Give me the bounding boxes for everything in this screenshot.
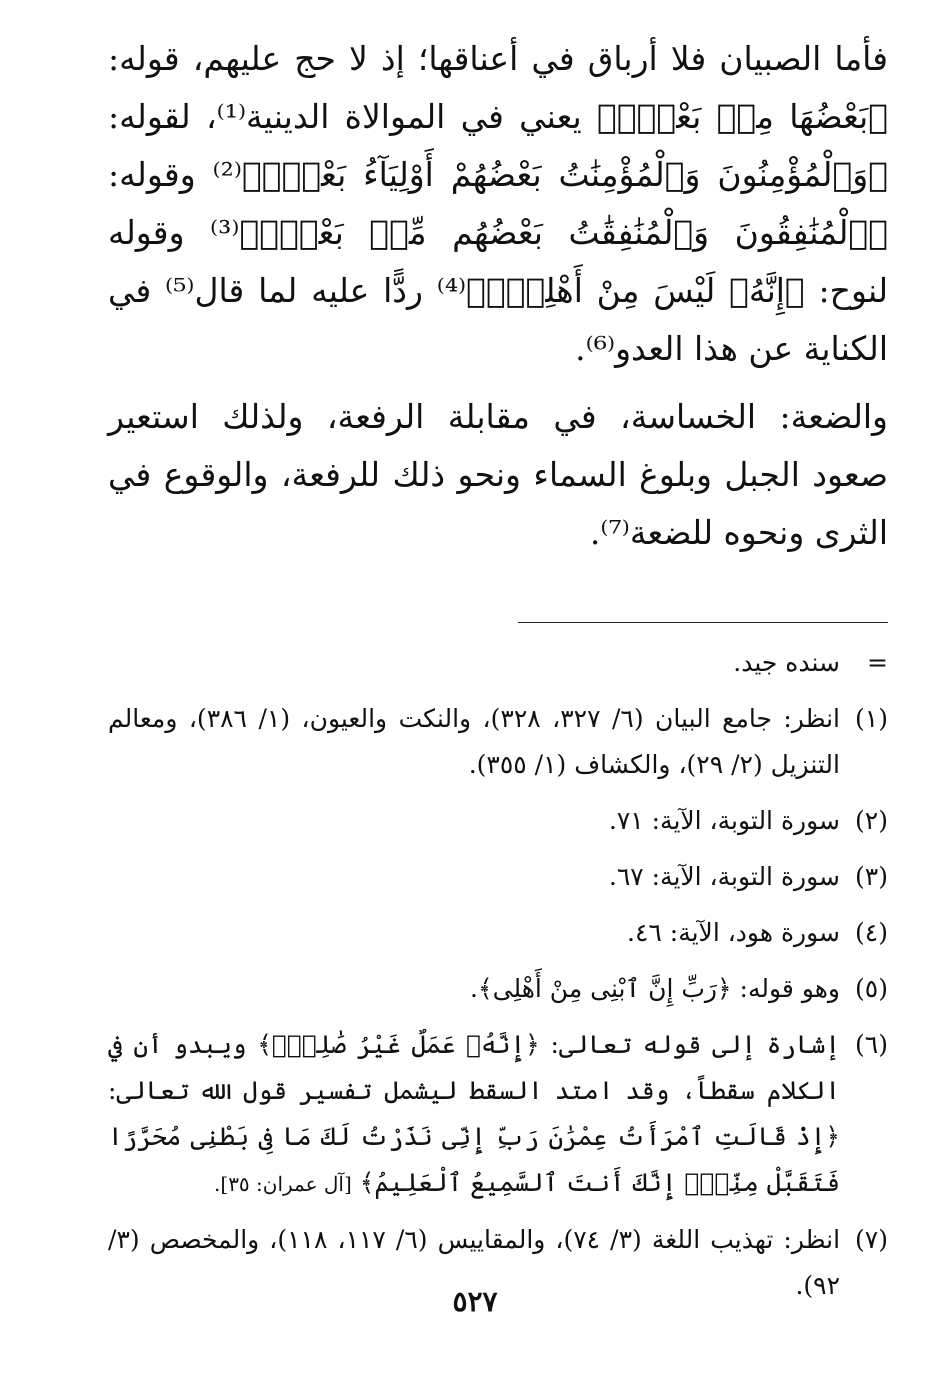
footnote-text: سورة التوبة، الآية: ٦٧. [608, 862, 840, 891]
footnote [108, 854, 888, 900]
footnote-number: (١) [855, 704, 888, 733]
footnote-number: (٦) [855, 1030, 888, 1059]
footnote-continuation [108, 640, 888, 686]
footnote-number: (٢) [855, 806, 888, 835]
footnote-text: سورة التوبة، الآية: ٧١. [608, 806, 840, 835]
footnotes [108, 640, 888, 1319]
quran-reference: [آل عمران: ٣٥]. [214, 1172, 352, 1196]
footnote [108, 798, 888, 844]
footnote-text: وهو قوله: ﴿رَبِّ إِنَّ ٱبْنِى مِنْ أَهْلِى﴾. [470, 974, 840, 1003]
page-number: ٥٢٧ [452, 1285, 498, 1318]
footnote-separator [518, 622, 888, 623]
footnote [108, 910, 888, 956]
footnote-text: انظر: تهذيب اللغة (٣/ ٧٤)، والمقاييس (٦/ ١١٧، ١١٨)، والمخصص (٣/ ٩٢). [108, 1225, 841, 1300]
footnote-number: (٣) [855, 862, 888, 891]
footnote [108, 1022, 888, 1207]
paragraph: والضعة: الخساسة، في مقابلة الرفعة، ولذلك استعير صعود الجبل وبلوغ السماء ونحو ذلك للرفعة، والوقوع في الثرى ونحوه للضعة⁽⁷⁾. [108, 397, 888, 552]
footnote-text-wrap [108, 1022, 840, 1207]
footnote [108, 966, 888, 1012]
paragraph: فأما الصبيان فلا أرباق في أعناقها؛ إذ لا حج عليهم، قوله: ﴿بَعْضُهَا مِنۢ بَعْضٍۗ﴾ يعني في الموالاة الدينية⁽¹⁾، لقوله: ﴿وَٱلْمُؤْمِنُونَ وَٱلْمُؤْمِنَٰتُ بَعْضُهُمْ أَوْلِيَآءُ بَعْضٍۚ﴾⁽²⁾ وقوله: ﴿ٱلْمُنَٰفِقُونَ وَٱلْمُنَٰفِقَٰتُ بَعْضُهُم مِّنۢ بَعْضٍۚ﴾⁽³⁾ وقوله لنوح: ﴿إِنَّهُۥ لَيْسَ مِنْ أَهْلِكَۖ﴾⁽⁴⁾ ردًّا عليه لما قال⁽⁵⁾ في الكناية عن هذا العدو⁽⁶⁾. [108, 39, 888, 368]
footnote-number: (٧) [855, 1225, 888, 1254]
continuation-mark: = [867, 648, 888, 677]
footnote-text: إشارة إلى قوله تعالى: ﴿إِنَّهُۥ عَمَلٌ غَيْرُ صَٰلِحٍۖ﴾ ويبدو أن في الكلام سقطاً، وقد امتد السقط ليشمل تفسير قول الله تعالى: ﴿إِذْ قَالَتِ ٱمْرَأَتُ عِمْرَٰنَ رَبِّ إِنِّى نَذَرْتُ لَكَ مَا فِى بَطْنِى مُحَرَّرًا فَتَقَبَّلْ مِنِّىٓۖ إِنَّكَ أَنتَ ٱلسَّمِيعُ ٱلْعَلِيمُ﴾ [108, 1030, 840, 1197]
continuation-text: سنده جيد. [733, 648, 840, 677]
main-text [108, 30, 888, 562]
footnote-number: (٤) [855, 918, 888, 947]
footnote-text: سورة هود، الآية: ٤٦. [627, 918, 840, 947]
footnote-number: (٥) [855, 974, 888, 1003]
footnote [108, 696, 888, 788]
footnote-text: انظر: جامع البيان (٦/ ٣٢٧، ٣٢٨)، والنكت والعيون، (١/ ٣٨٦)، ومعالم التنزيل (٢/ ٢٩)، والكشاف (١/ ٣٥٥). [108, 704, 840, 779]
